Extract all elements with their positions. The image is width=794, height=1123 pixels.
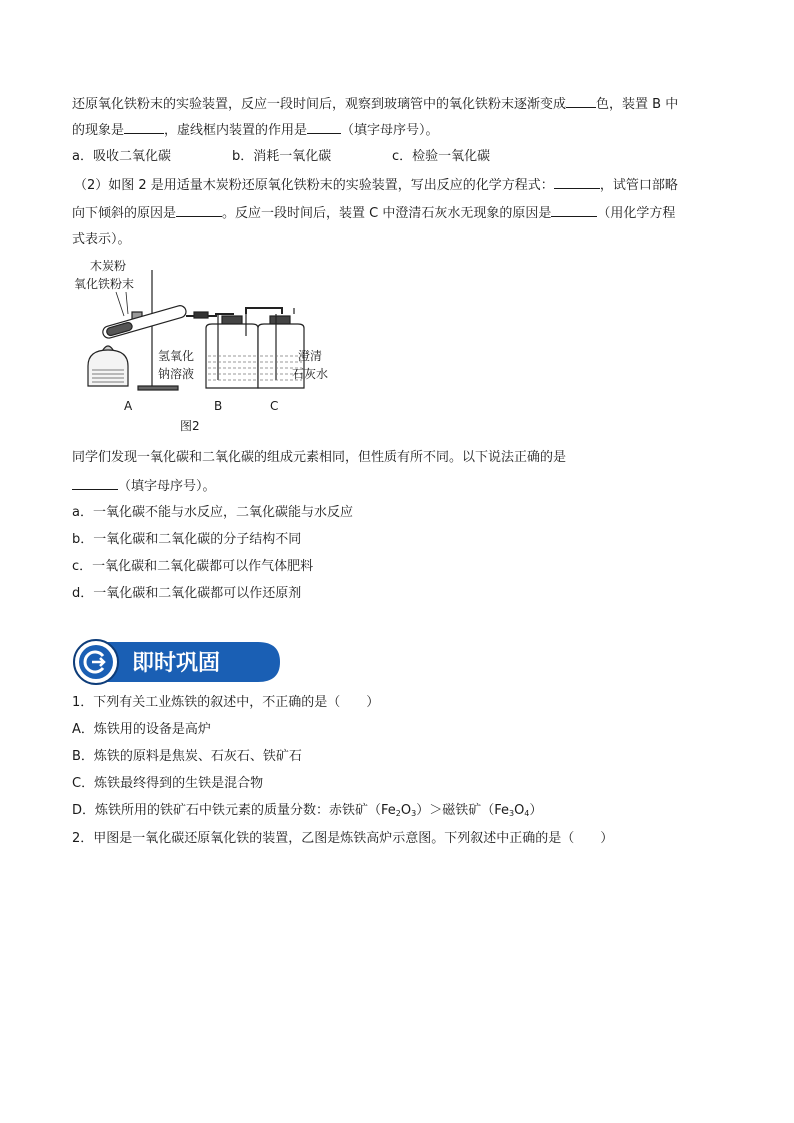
label-iron-oxide: 氧化铁粉末 bbox=[74, 277, 135, 291]
answer-blank[interactable] bbox=[554, 175, 600, 189]
answer-blank[interactable] bbox=[566, 94, 596, 108]
answer-blank[interactable] bbox=[307, 120, 341, 134]
intro-line-2 bbox=[72, 120, 439, 141]
option-b: b．消耗一氧化碳 bbox=[232, 149, 332, 164]
label-naoh: 氢氧化 bbox=[158, 349, 195, 363]
intro-text: （填字母序号）。 bbox=[341, 123, 439, 138]
option-c: c．检验一氧化碳 bbox=[392, 149, 491, 164]
label-limewater: 澄清 bbox=[298, 349, 323, 363]
q2-line-1 bbox=[74, 175, 678, 196]
intro-text: 的现象是 bbox=[72, 123, 125, 138]
q2-line-2 bbox=[72, 203, 675, 224]
label-c: C bbox=[270, 399, 279, 413]
q2-text: ，试管口部略 bbox=[599, 178, 678, 193]
intro-text: ，虚线框内装置的作用是 bbox=[164, 123, 308, 138]
q3-stem bbox=[72, 448, 566, 468]
exercise-1-option-a: A．炼铁用的设备是高炉 bbox=[72, 722, 211, 737]
q3-option-a: a．一氧化碳不能与水反应，二氧化碳能与水反应 bbox=[72, 505, 353, 520]
q2-text: 式表示）。 bbox=[72, 232, 131, 247]
option-d-text: ） bbox=[529, 803, 543, 818]
apparatus-figure bbox=[66, 256, 346, 436]
option-d-text: ）＞磁铁矿（Fe bbox=[416, 803, 509, 818]
subscript: 3 bbox=[411, 809, 417, 818]
intro-text: 还原氧化铁粉末的实验装置，反应一段时间后，观察到玻璃管中的氧化铁粉末逐渐变成 bbox=[72, 97, 567, 112]
answer-blank[interactable] bbox=[176, 203, 222, 217]
exercise-1-option-b: B．炼铁的原料是焦炭、石灰石、铁矿石 bbox=[72, 749, 302, 764]
answer-blank[interactable] bbox=[72, 476, 118, 490]
iron-stand-base bbox=[138, 386, 178, 390]
intro-line-1 bbox=[72, 94, 678, 115]
test-tube bbox=[101, 304, 187, 339]
q3-option-c: c．一氧化碳和二氧化碳都可以作气体肥料 bbox=[72, 559, 314, 574]
label-b: B bbox=[214, 399, 223, 413]
banner-title: 即时巩固 bbox=[132, 651, 221, 676]
intro-options bbox=[72, 147, 490, 167]
option-d-text: O bbox=[514, 803, 525, 818]
option-a: a．吸收二氧化碳 bbox=[72, 149, 171, 164]
answer-blank[interactable] bbox=[551, 203, 597, 217]
section-banner bbox=[72, 638, 282, 686]
q2-text: （2）如图 2 是用适量木炭粉还原氧化铁粉末的实验装置，写出反应的化学方程式： bbox=[74, 178, 554, 193]
label-charcoal: 木炭粉 bbox=[90, 259, 127, 273]
q3-text: （填字母序号）。 bbox=[118, 479, 216, 494]
q2-text: 向下倾斜的原因是 bbox=[72, 206, 177, 221]
figure-caption: 图2 bbox=[180, 419, 200, 433]
bottle-b bbox=[206, 314, 258, 388]
q2-line-3 bbox=[72, 230, 131, 250]
exercise-1-option-c: C．炼铁最终得到的生铁是混合物 bbox=[72, 776, 264, 791]
answer-blank[interactable] bbox=[124, 120, 164, 134]
q3-option-b: b．一氧化碳和二氧化碳的分子结构不同 bbox=[72, 532, 302, 547]
label-limewater: 石灰水 bbox=[292, 367, 329, 381]
q3-stem-2 bbox=[72, 476, 216, 497]
q2-text: （用化学方程 bbox=[597, 206, 676, 221]
exercise-1-stem: 1．下列有关工业炼铁的叙述中，不正确的是（ ） bbox=[72, 695, 380, 710]
exercise-1-option-d bbox=[72, 801, 542, 824]
option-d-text: D．炼铁所用的铁矿石中铁元素的质量分数：赤铁矿（Fe bbox=[72, 803, 396, 818]
exercise-2-stem: 2．甲图是一氧化碳还原氧化铁的装置，乙图是炼铁高炉示意图。下列叙述中正确的是（ ） bbox=[72, 831, 614, 846]
q3-option-d: d．一氧化碳和二氧化碳都可以作还原剂 bbox=[72, 586, 302, 601]
q2-text: 。反应一段时间后，装置 C 中澄清石灰水无现象的原因是 bbox=[222, 206, 552, 221]
label-a: A bbox=[124, 399, 133, 413]
subscript: 3 bbox=[508, 809, 515, 818]
label-naoh: 钠溶液 bbox=[158, 367, 195, 381]
intro-text: 色，装置 B 中 bbox=[596, 97, 679, 112]
subscript: 4 bbox=[524, 809, 530, 818]
alcohol-lamp bbox=[88, 350, 128, 386]
q3-text: 同学们发现一氧化碳和二氧化碳的组成元素相同，但性质有所不同。以下说法正确的是 bbox=[72, 450, 567, 465]
subscript: 2 bbox=[395, 809, 401, 818]
option-d-text: O bbox=[400, 803, 412, 818]
